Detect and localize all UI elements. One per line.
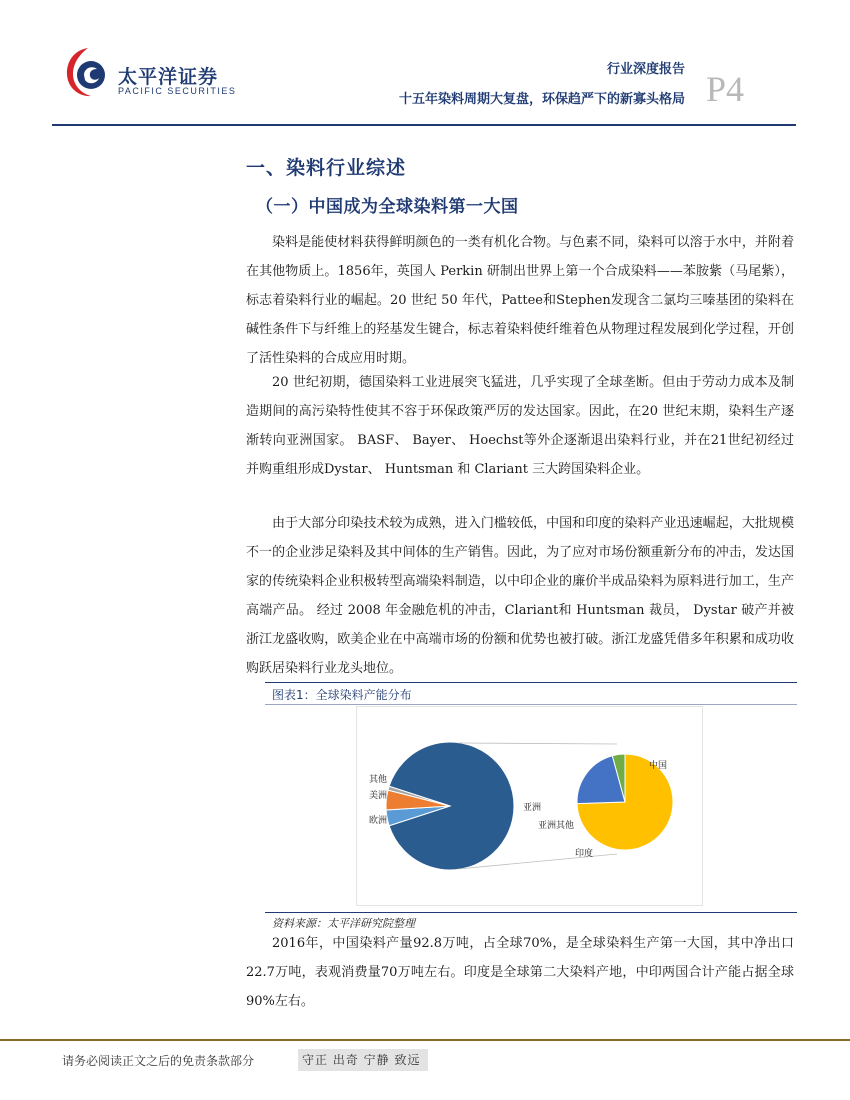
subsection-heading: （一）中国成为全球染料第一大国 (256, 197, 519, 217)
footer-disclaimer: 请务必阅读正文之后的免责条款部分 (62, 1054, 255, 1068)
footer-motto: 守正 出奇 宁静 致远 (298, 1049, 428, 1071)
paragraph-1: 染料是能使材料获得鲜明颜色的一类有机化合物。与色素不同，染料可以溶于水中，并附着在其他物质上。1856年，英国人 Perkin 研制出世界上第一个合成染料——苯胺紫（马尾紫），标志着染料行业的崛起。20 世纪 50 年代，Pattee和Stephen发现含二氯均三嗪基团的染料在碱性条件下与纤维上的羟基发生键合，标志着染料使纤维着色从物理过程发展到化学过程，开创了活性染料的合成应用时期。 (246, 235, 794, 366)
section-heading: 一、染料行业综述 (246, 157, 407, 179)
paragraph-4: 2016年，中国染料产量92.8万吨，占全球70%，是全球染料生产第一大国，其中净出口22.7万吨，表观消费量70万吨左右。印度是全球第二大染料产地，中印两国合计产能占据全球90%左右。 (246, 936, 794, 1009)
main-pie-label-2: 美洲 (369, 791, 388, 801)
figure-title: 图表1：全球染料产能分布 (272, 688, 412, 702)
paragraph-2: 20 世纪初期，德国染料工业进展突飞猛进，几乎实现了全球垄断。但由于劳动力成本及制造期间的高污染特性使其不容于环保政策严厉的发达国家。因此，在20 世纪末期，染料生产逐渐转向亚洲国家。 BASF、 Bayer、 Hoechst等外企逐渐退出染料行业，并在21世纪初经过并购重组形成Dystar、 Huntsman 和 Clariant 三大跨国染料企业。 (246, 375, 794, 477)
main-pie-label-0: 亚洲 (523, 803, 542, 813)
report-type: 行业深度报告 (606, 62, 685, 77)
page-number: P4 (706, 69, 745, 109)
header-divider (52, 124, 796, 126)
connector-line-top (458, 743, 617, 744)
company-logo-icon (62, 44, 112, 100)
footer-divider (0, 1039, 850, 1041)
logo-english-name: PACIFIC SECURITIES (118, 86, 237, 96)
report-title: 十五年染料周期大复盘，环保趋严下的新寡头格局 (398, 92, 685, 107)
secondary-pie-label-0: 中国 (649, 761, 668, 771)
paragraph-3: 由于大部分印染技术较为成熟，进入门槛较低，中国和印度的染料产业迅速崛起，大批规模不一的企业涉足染料及其中间体的生产销售。因此，为了应对市场份额重新分布的冲击，发达国家的传统染料企业积极转型高端染料制造，以中印企业的廉价半成品染料为原料进行加工，生产高端产品。 经过 2008 年金融危机的冲击，Clariant和 Huntsman 裁员， Dystar 破产并被浙江龙盛收购，欧美企业在中高端市场的份额和优势也被打破。浙江龙盛凭借多年积累和成功收购跃居染料行业龙头地位。 (246, 516, 794, 676)
figure-top-rule (265, 682, 797, 683)
main-pie-label-3: 其他 (369, 775, 388, 785)
main-pie-label-1: 欧洲 (369, 816, 388, 826)
figure-source: 资料来源：太平洋研究院整理 (272, 917, 415, 930)
secondary-pie-label-2: 亚洲其他 (538, 821, 575, 831)
figure-bottom-rule (265, 912, 797, 913)
logo-chinese-name: 太平洋证券 (118, 66, 219, 88)
secondary-pie-label-1: 印度 (575, 849, 594, 859)
capacity-pie-chart (355, 704, 705, 908)
